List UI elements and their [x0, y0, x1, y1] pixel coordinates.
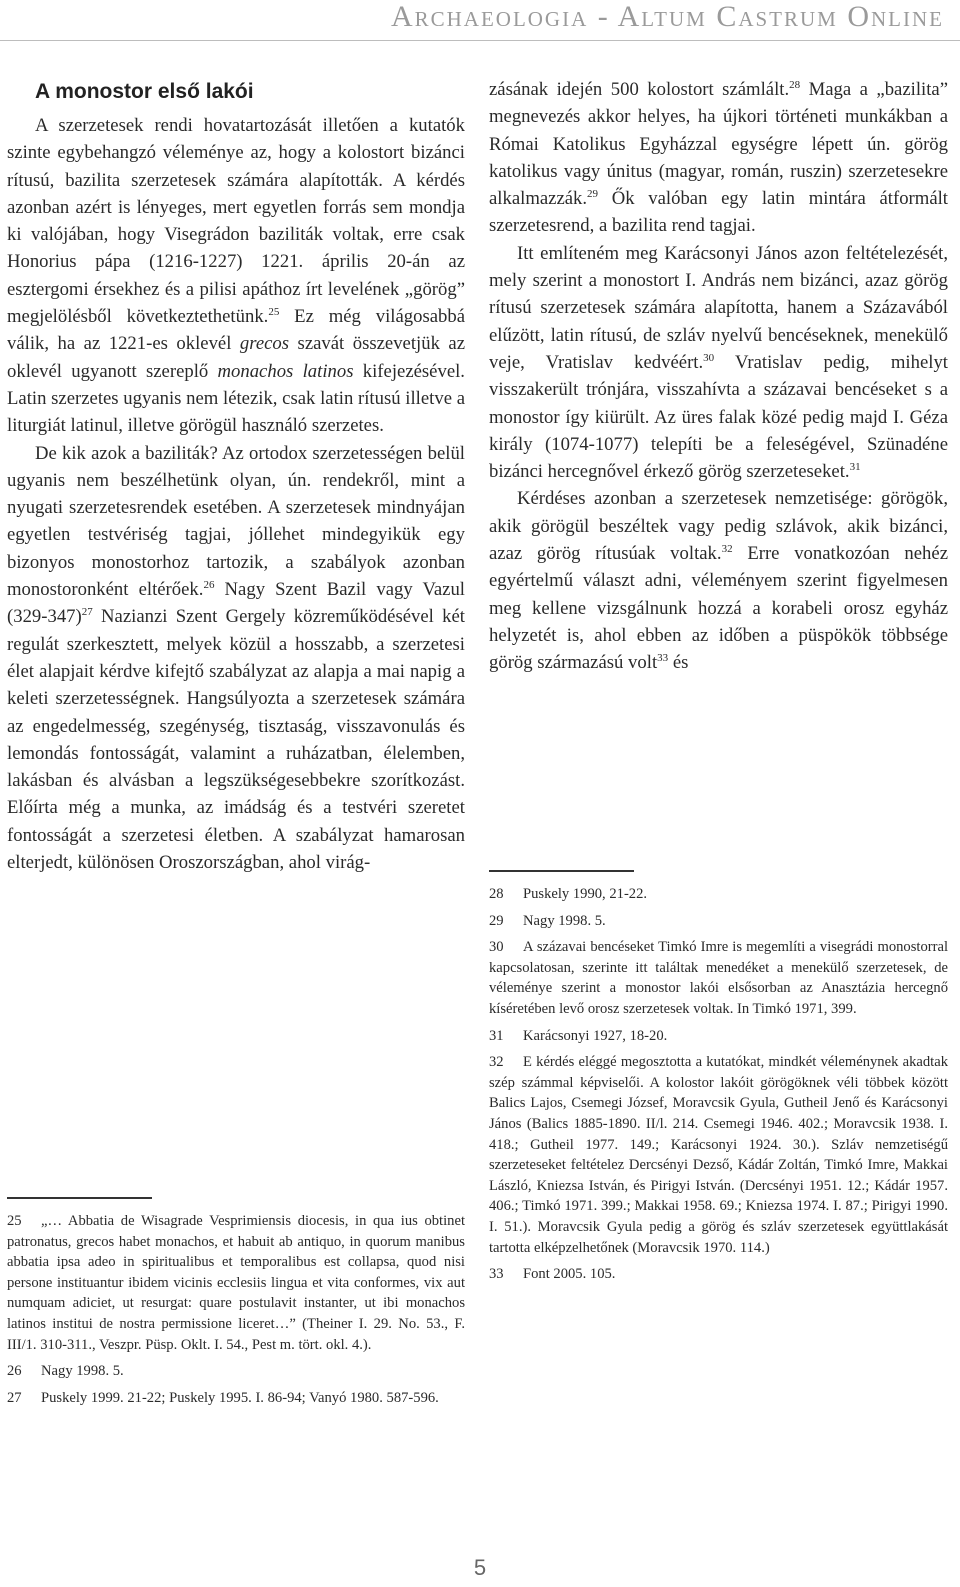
- paragraph: [489, 240, 948, 486]
- left-column: [7, 66, 465, 876]
- footnote-number: 30: [489, 939, 504, 956]
- footnote-text: Puskely 1990, 21-22.: [523, 886, 648, 902]
- text-run: A szerzetesek rendi hovatartozását illetően a kutatók szinte egybehangzó véleménye az, hogy a kolostort bizánci rítusú, bazilita szerzetesek számára alapították. A kérdés azonban azért is lényeges, mert egyetlen forrás sem mondja ki valójában, hogy Visegrádon baziliták voltak, erre csak Honorius pápa (1216-1227) 1221. április 20-án az esztergomi érsekhez és a pilisi apáthoz írt levelének „görög” megjelölésből következtethetünk.: [7, 115, 465, 328]
- footnote: [7, 1361, 465, 1382]
- paragraph: [7, 112, 465, 440]
- text-run: kifejezésével. Latin szerzetes ugyanis nem létezik, csak latin rítusú illetve a liturgiát latinul, illetve görögül használó szerzetes.: [7, 360, 465, 437]
- footnote: [489, 1026, 948, 1047]
- footnote-text: A százavai bencéseket Timkó Imre is megemlíti a visegrádi monostorral kapcsolatosan, szerinte itt találtak menedéket a menekülő szerzetesek, de véleménye szerint a monostor lakói elsősorban az Anasztázia hercegnő kíséretében levő orosz szerzetesek voltak. In Timkó 1971, 399.: [489, 939, 948, 1017]
- right-body-text: [489, 76, 948, 677]
- footnote-ref[interactable]: 28: [789, 79, 801, 91]
- footnote-rule: [489, 870, 634, 872]
- right-column: [489, 76, 948, 677]
- paragraph: [489, 76, 948, 240]
- text-run: Vratislav pedig, mihelyt visszakerült trónjára, visszahívta a százavai bencéseket s a monostor így kiürült. Az üres falak közé pedig majd I. Géza király (1074-1077) telepíti be a feleségével, Szünadéne bizánci hercegnővel érkező görög szerzeteseket.: [489, 351, 948, 483]
- footnote-number: 33: [489, 1266, 504, 1283]
- text-run: Maga a „bazilita” megnevezés akkor helyes, ha újkori történeti munkákban a Római Katolikus Egyházzal egységre lépett ún. görög katolikus vagy únitus (magyar, román, ruszin) szerzetesekre alkalmazzák.: [489, 79, 949, 210]
- left-body-text: [7, 112, 465, 876]
- footnote: [489, 937, 948, 1019]
- italic-term: monachos latinos: [217, 360, 354, 382]
- footnote-ref[interactable]: 32: [721, 543, 733, 556]
- footnote: [489, 1264, 948, 1285]
- text-run: szavát összevetjük az oklevél ugyanott szereplő: [7, 333, 465, 382]
- footnote-number: 29: [489, 912, 504, 929]
- footnote-text: „… Abbatia de Wisagrade Vesprimiensis diocesis, in qua ius obtinet patronatus, grecos habet monachos, et habuit ab antiquo, in quorum manibus abbatia ipsa adeo in spiritualibus et temporalibus est collapsa, quod nisi persone instituantur ibidem vicinis ecclesiis lingua et vita conformes, vix aut numquam adiciet, ut resurgat: quare postulavit instanter, ut ibi monachos latinos institui de nostra permissione liceret…” (Theiner I. 29. No. 53., F. III/1. 310-311., Veszpr. Püsp. Oklt. I. 54., Pest m. tört. okl. 4.).: [7, 1213, 465, 1353]
- footnote: [489, 1052, 948, 1258]
- footnote-number: 31: [489, 1027, 504, 1044]
- footnote-number: 27: [7, 1389, 22, 1406]
- left-footnotes: [7, 1197, 465, 1414]
- text-run: Itt említeném meg Karácsonyi János azon feltételezését, mely szerint a monostort I. András nem bizánci, azaz görög rítusú szerzetesek számára alapította, hanem a Százavából elűzött, latin rítusú, de szláv nyelvű bencéseknek, menekülő veje, Vratislav kedvéért.: [489, 242, 948, 373]
- text-run: De kik azok a baziliták? Az ortodox szerzetességen belül ugyanis nem beszélhetünk olyan, ún. rendekről, mint a nyugati szerzetesrendek esetében. A szerzetesek mindnyájan egyetlen testvériség tagjai, jóllehet mindegyikük egy bizonyos monostorhoz tartozik, a szabályok azonban monostoronként eltérőek.: [7, 442, 465, 601]
- footnote-text: Nagy 1998. 5.: [41, 1363, 124, 1380]
- text-run: zásának idején 500 kolostort számlált.: [489, 79, 790, 100]
- text-run: Nazianzi Szent Gergely közreműködésével két regulát szerkesztett, melyek közül a hosszabb, a szerzetesi élet alapjait kérdve kifejtő szabályzat az alapja a mai napig a keleti szerzetességnek. Hangsúlyozta a szerzetesek számára az engedelmesség, szegénység, tisztaság, visszavonulás és lemondás fontosságát, valamint a ruházatban, élelemben, lakásban és alvásban a legszükségesebbekre szorítkozást. Előírta még a munka, az imádság és a testvéri szeretet fontosságát a szerzetesi életben. A szabályzat hamarosan elterjedt, különösen Oroszországban, ahol virág-: [7, 606, 465, 874]
- footnote-ref[interactable]: 29: [587, 188, 599, 201]
- footnote-number: 28: [489, 886, 504, 902]
- footnote-number: 26: [7, 1363, 22, 1380]
- footnote-ref[interactable]: 31: [849, 461, 861, 474]
- footnote-ref[interactable]: 26: [203, 579, 215, 592]
- footnote-ref[interactable]: 25: [268, 306, 280, 319]
- text-run: Ők valóban egy latin mintára átformált szerzetesrend, a bazilita rend tagjai.: [489, 188, 948, 237]
- footnote: [489, 911, 948, 932]
- italic-term: grecos: [239, 333, 290, 355]
- footnote-text: Karácsonyi 1927, 18-20.: [523, 1027, 668, 1044]
- paragraph: [489, 485, 948, 676]
- header-rule: [0, 40, 960, 41]
- footnote-text: Font 2005. 105.: [523, 1266, 616, 1283]
- footnote-text: E kérdés eléggé megosztotta a kutatókat, mindkét véleménynek akadtak szép számmal képviselői. A kolostor lakóit görögöknek véli többek között Balics Lajos, Csemegi József, Moravcsik Gyula, Gutheil Jenő és Karácsonyi János (Balics 1885-1890. II/l. 214. Csemegi 1946. 402.; Moravcsik 1938. I. 418.; Gutheil 1977. 149.; Karácsonyi 1924. 30.). Szláv nemzetiségű szerzeteseket feltételez Dercsényi Dezső, Kádár Zoltán, Timkó Imre, Makkai László, Kniezsa István, és Pirigyi István. (Dercsényi 1951. 12.; Kádár 1957. 406.; Timkó 1971. 399.; Makkai 1958. 69.; Kniezsa 1974. I. 87.; Pirigyi 1990. I. 51.). Moravcsik Gyula pedig a görög és szláv szerzetesek együttlakását tartotta elképzelhetőnek (Moravcsik 1970. 114.): [489, 1054, 948, 1256]
- footnote-ref[interactable]: 33: [657, 652, 669, 665]
- footnote: [7, 1388, 465, 1409]
- footnote-ref[interactable]: 27: [81, 606, 93, 619]
- footnote-number: 25: [7, 1213, 22, 1229]
- section-heading: A monostor első lakói: [35, 80, 254, 103]
- text-run: Kérdéses azonban a szerzetesek nemzetisége: görögök, akik görögül beszéltek vagy pedig szlávok, akik bizánci, azaz görög rítusúak voltak.: [489, 488, 948, 565]
- footnote-ref[interactable]: 30: [703, 351, 715, 364]
- footnote: [489, 884, 948, 905]
- footnote: [7, 1211, 465, 1355]
- text-run: Nagy Szent Bazil vagy Vazul (329-347): [7, 579, 466, 628]
- footnote-rule: [7, 1197, 152, 1199]
- footnote-text: Nagy 1998. 5.: [523, 912, 606, 929]
- right-footnotes: [489, 870, 948, 1291]
- paragraph: [7, 440, 465, 877]
- text-run: és: [668, 652, 689, 674]
- footnote-number: 32: [489, 1054, 504, 1071]
- text-run: Ez még világosabbá válik, ha az 1221-es oklevél: [7, 306, 465, 355]
- page-number: 5: [473, 1555, 487, 1580]
- journal-header: Archaeologia - Altum Castrum Online: [390, 0, 944, 33]
- footnote-text: Puskely 1999. 21-22; Puskely 1995. I. 86-94; Vanyó 1980. 587-596.: [41, 1389, 439, 1406]
- text-run: Erre vonatkozóan nehéz egyértelmű választ adni, véleményem szerint figyelmesen meg kellene vizsgálnunk hozzá a korabeli orosz egyház helyzetét is, ahol ebben az időben a püspökök többsége görög származású volt: [489, 543, 948, 674]
